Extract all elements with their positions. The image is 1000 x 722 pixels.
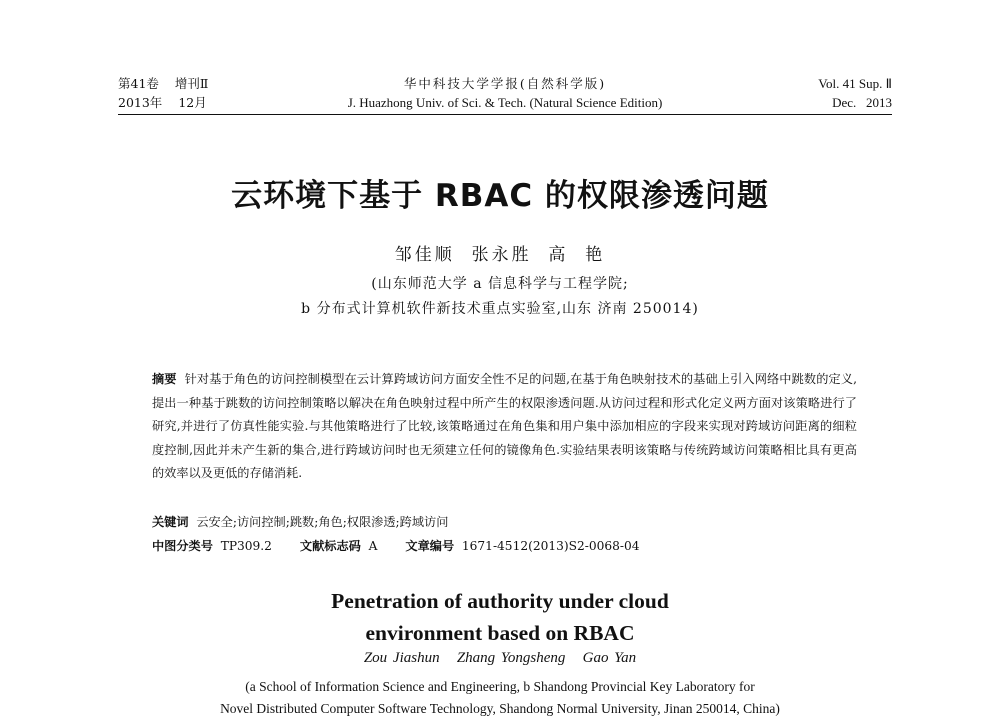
header-right bbox=[818, 74, 892, 112]
keywords-text: 云安全;访问控制;跳数;角色;权限渗透;跨域访问 bbox=[196, 515, 449, 529]
title-en-line1: Penetration of authority under cloud bbox=[331, 589, 669, 613]
date-en: Dec. 2013 bbox=[832, 95, 892, 110]
affiliation-cn bbox=[0, 272, 1000, 322]
abstract-cn bbox=[152, 368, 857, 486]
article-number-value: 1671-4512(2013)S2-0068-04 bbox=[461, 539, 640, 553]
abstract-text: 针对基于角色的访问控制模型在云计算跨域访问方面安全性不足的问题,在基于角色映射技术的基础上引入网络中跳数的定义,提出一种基于跳数的访问控制策略以解决在角色映射过程中所产生的权限渗透问题.从访问过程和形式化定义两方面对该策略进行了研究,并进行了仿真性能实验.与其他策略进行了比较,该策略通过在角色集和用户集中添加相应的字段来实现对跨域访问距离的细粒度控制,因此并未产生新的集合,进行跨域访问时也无须建立任何的镜像角色.实验结果表明该策略与传统跨域访问策略相比具有更高的效率以及更低的存储消耗. bbox=[152, 372, 858, 481]
clc-label: 中图分类号 bbox=[152, 539, 213, 553]
authors-cn: 邹佳顺 张永胜 高 艳 bbox=[394, 245, 606, 265]
title-en bbox=[0, 585, 1000, 649]
affiliation-cn-line2: b 分布式计算机软件新技术重点实验室,山东 济南 250014) bbox=[301, 301, 699, 317]
year-cn: 2013年 bbox=[118, 95, 163, 110]
volume-en: Vol. 41 Sup. Ⅱ bbox=[818, 76, 892, 91]
running-header bbox=[118, 74, 892, 115]
volume-cn: 第41卷 bbox=[118, 76, 159, 91]
title-cn: 云环境下基于 RBAC 的权限渗透问题 bbox=[231, 178, 769, 214]
journal-name-en: J. Huazhong Univ. of Sci. & Tech. (Natural Science Edition) bbox=[347, 95, 663, 110]
title-en-line2: environment based on RBAC bbox=[365, 621, 635, 645]
journal-name-cn: 华中科技大学学报(自然科学版) bbox=[403, 76, 607, 91]
keywords-label: 关键词 bbox=[152, 515, 189, 529]
month-cn: 12月 bbox=[178, 95, 207, 110]
classification-line bbox=[152, 536, 857, 556]
authors-en: Zou Jiashun Zhang Yongsheng Gao Yan bbox=[363, 650, 637, 666]
clc-value: TP309.2 bbox=[220, 539, 272, 553]
header-center bbox=[118, 74, 892, 112]
affiliation-cn-line1: (山东师范大学 a 信息科学与工程学院; bbox=[371, 276, 629, 292]
doc-code-value: A bbox=[368, 539, 378, 553]
keywords-cn bbox=[152, 512, 857, 532]
supplement-cn: 增刊Ⅱ bbox=[174, 76, 209, 91]
article-number-label: 文章编号 bbox=[405, 539, 455, 553]
abstract-label: 摘要 bbox=[152, 372, 177, 386]
affiliation-en-line1: (a School of Information Science and Engineering, b Shandong Provincial Key Laboratory for bbox=[245, 679, 755, 694]
affiliation-en bbox=[0, 676, 1000, 720]
affiliation-en-line2: Novel Distributed Computer Software Technology, Shandong Normal University, Jinan 250014, China) bbox=[220, 701, 780, 716]
doc-code-label: 文献标志码 bbox=[299, 539, 361, 553]
